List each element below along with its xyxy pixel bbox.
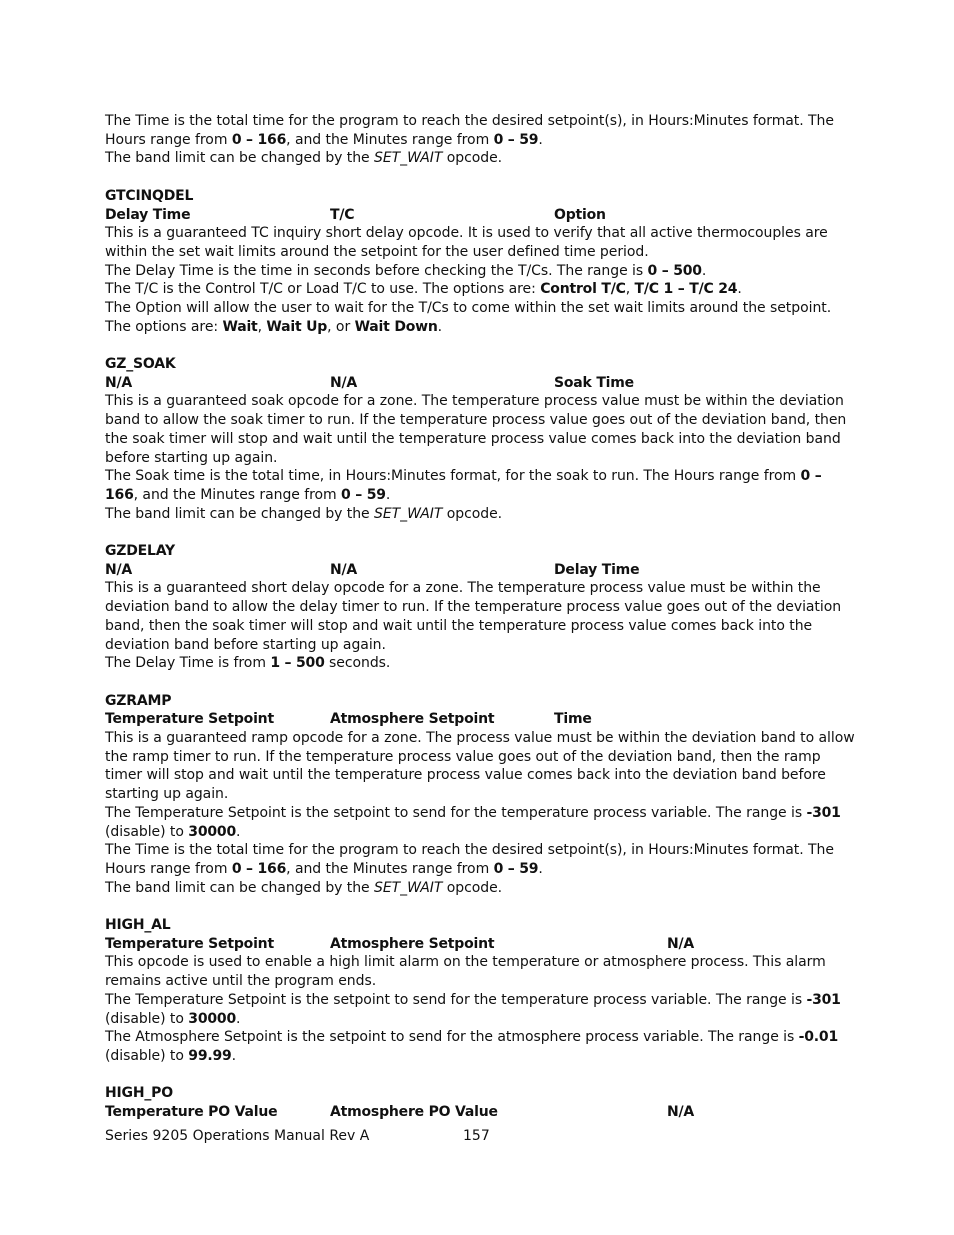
- intro-line: The band limit can be changed by the SET_WAIT opcode.: [105, 150, 503, 167]
- opcode-title-gtcinqdel: GTCINQDEL: [105, 187, 194, 204]
- param-1: N/A: [105, 561, 133, 578]
- description-line: The Delay Time is the time in seconds before checking the T/Cs. The range is 0 – 500.: [105, 262, 707, 279]
- description-line: the ramp timer to run. If the temperature process value goes out of the deviation band, then the ramp: [105, 748, 821, 765]
- description-line: This is a guaranteed TC inquiry short delay opcode. It is used to verify that all active thermocouples are: [105, 225, 828, 242]
- description-line: the soak timer will stop and wait until the temperature process value comes back into the deviation band: [105, 430, 841, 447]
- description-line: The Soak time is the total time, in Hours:Minutes format, for the soak to run. The Hours range from 0 –: [105, 468, 822, 485]
- description-line: Hours range from 0 – 166, and the Minutes range from 0 – 59.: [105, 861, 543, 877]
- param-1: Delay Time: [105, 206, 191, 223]
- description-line: deviation band to allow the delay timer to run. If the temperature process value goes out of the deviation: [105, 599, 842, 616]
- description-line: remains active until the program ends.: [105, 973, 377, 990]
- opcode-params-gzramp: [105, 710, 847, 729]
- page-footer: [105, 1127, 605, 1146]
- description-line: The Temperature Setpoint is the setpoint to send for the temperature process variable. The range is -301: [105, 991, 841, 1008]
- param-3: Option: [554, 206, 606, 223]
- opcode-title-gzdelay: GZDELAY: [105, 543, 175, 560]
- param-2: Atmosphere Setpoint: [330, 711, 495, 728]
- description-line: (disable) to 30000.: [105, 1010, 241, 1027]
- description-line: The T/C is the Control T/C or Load T/C to use. The options are: Control T/C, T/C 1 – T/C 24.: [105, 281, 742, 298]
- description-line: The band limit can be changed by the SET_WAIT opcode.: [105, 505, 503, 522]
- param-2: Atmosphere PO Value: [330, 1104, 498, 1121]
- opcode-params-high-al: [105, 935, 847, 954]
- description-line: The Option will allow the user to wait for the T/Cs to come within the set wait limits around the setpoint.: [105, 300, 832, 316]
- description-line: (disable) to 30000.: [105, 823, 241, 840]
- description-line: band, then the soak timer will stop and wait until the temperature process value comes back into the: [105, 617, 813, 634]
- description-line: (disable) to 99.99.: [105, 1048, 236, 1064]
- opcode-params-gzdelay: [105, 561, 847, 580]
- param-2: T/C: [330, 206, 355, 223]
- intro-line: The Time is the total time for the program to reach the desired setpoint(s), in Hours:Minutes format. The: [105, 113, 834, 129]
- description-line: The options are: Wait, Wait Up, or Wait Down.: [105, 318, 443, 335]
- param-3: Time: [554, 711, 592, 728]
- opcode-title-high-al: HIGH_AL: [105, 917, 171, 934]
- description-line: starting up again.: [105, 786, 229, 803]
- description-line: before starting up again.: [105, 449, 278, 466]
- description-line: The Atmosphere Setpoint is the setpoint to send for the atmosphere process variable. The range is -0.01: [105, 1029, 839, 1046]
- opcode-params-gz-soak: [105, 374, 847, 393]
- description-line: This is a guaranteed soak opcode for a zone. The temperature process value must be within the deviation: [105, 393, 844, 410]
- description-line: within the set wait limits around the setpoint for the user defined time period.: [105, 243, 649, 260]
- description-line: This opcode is used to enable a high limit alarm on the temperature or atmosphere process. This alarm: [105, 954, 826, 971]
- param-1: N/A: [105, 374, 133, 391]
- description-line: band to allow the soak timer to run. If the temperature process value goes out of the deviation band, then: [105, 412, 847, 429]
- description-line: This is a guaranteed short delay opcode for a zone. The temperature process value must be within the: [105, 580, 821, 597]
- param-2: Atmosphere Setpoint: [330, 935, 495, 952]
- manual-title: Series 9205 Operations Manual Rev A: [105, 1128, 370, 1144]
- param-3: N/A: [667, 1104, 695, 1121]
- param-3: Soak Time: [554, 374, 634, 391]
- description-line: This is a guaranteed ramp opcode for a zone. The process value must be within the deviation band to allow: [105, 730, 855, 747]
- param-3: Delay Time: [554, 561, 640, 578]
- intro-line: Hours range from 0 – 166, and the Minutes range from 0 – 59.: [105, 131, 543, 148]
- description-line: The Temperature Setpoint is the setpoint to send for the temperature process variable. The range is -301: [105, 804, 841, 821]
- param-1: Temperature Setpoint: [105, 711, 274, 728]
- opcode-params-high-po: [105, 1103, 847, 1122]
- param-2: N/A: [330, 374, 358, 391]
- description-line: deviation band before starting up again.: [105, 636, 386, 653]
- opcode-title-gzramp: GZRAMP: [105, 692, 172, 709]
- opcode-params-gtcinqdel: [105, 206, 847, 225]
- param-1: Temperature PO Value: [105, 1104, 278, 1121]
- description-line: The Time is the total time for the program to reach the desired setpoint(s), in Hours:Minutes format. The: [105, 842, 834, 859]
- opcode-title-gz-soak: GZ_SOAK: [105, 356, 176, 373]
- description-line: 166, and the Minutes range from 0 – 59.: [105, 487, 391, 503]
- description-line: The band limit can be changed by the SET_WAIT opcode.: [105, 879, 503, 896]
- description-line: timer will stop and wait until the temperature process value comes back into the deviation band before: [105, 767, 826, 784]
- manual-page-body: [105, 112, 855, 1122]
- page-number: 157: [463, 1128, 490, 1144]
- description-line: The Delay Time is from 1 – 500 seconds.: [105, 655, 391, 672]
- param-1: Temperature Setpoint: [105, 935, 274, 952]
- opcode-title-high-po: HIGH_PO: [105, 1085, 173, 1102]
- param-2: N/A: [330, 561, 358, 578]
- param-3: N/A: [667, 935, 695, 952]
